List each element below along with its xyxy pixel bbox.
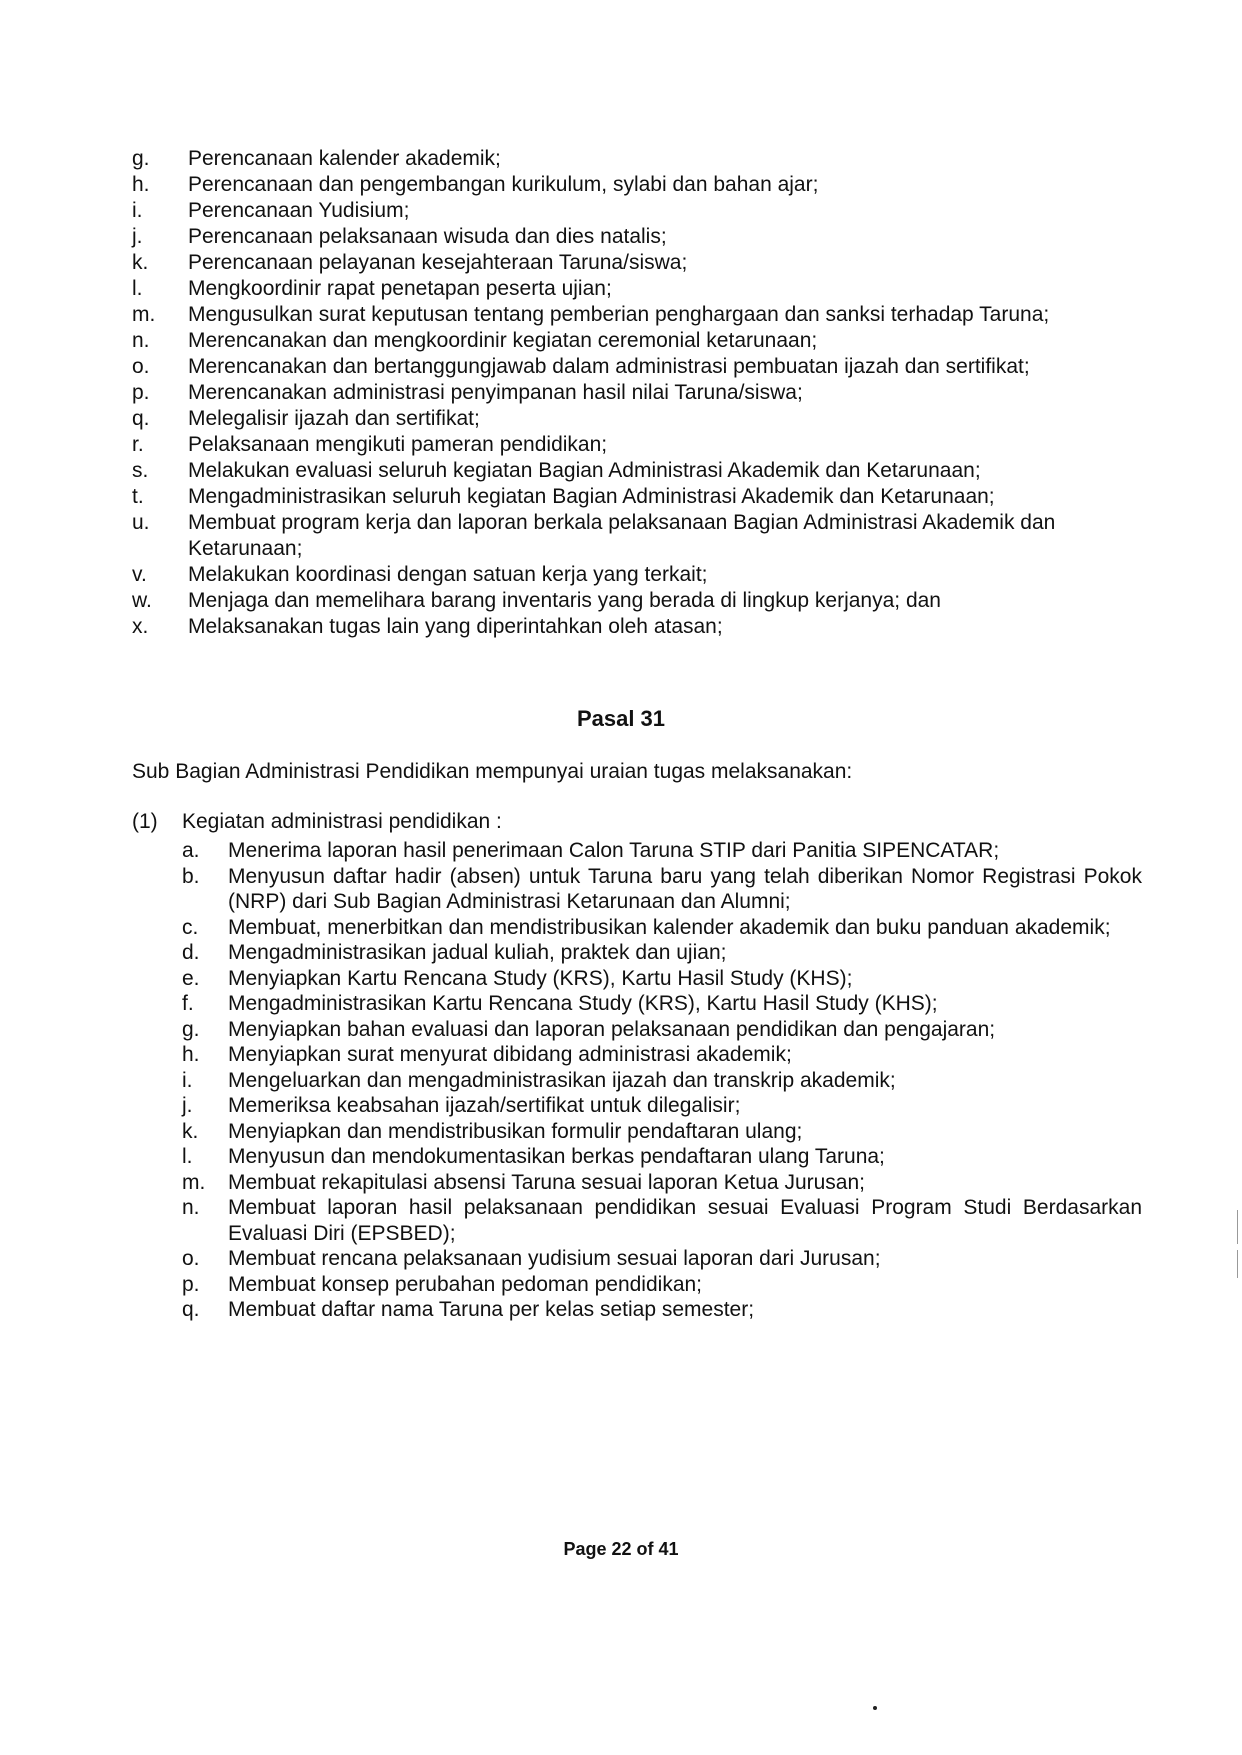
- list-item: [132, 146, 1142, 172]
- list-item-text: Membuat konsep perubahan pedoman pendidikan;: [228, 1272, 703, 1296]
- list-item-marker: v.: [132, 563, 147, 586]
- list-item: [132, 510, 1142, 562]
- list-item-marker: t.: [132, 485, 144, 508]
- list-item-text: Menyiapkan bahan evaluasi dan laporan pelaksanaan pendidikan dan pengajaran;: [228, 1017, 996, 1041]
- list-item-marker: n.: [132, 329, 150, 352]
- list-item-text: Perencanaan dan pengembangan kurikulum, sylabi dan bahan ajar;: [188, 173, 819, 196]
- list-item-marker: g.: [182, 1017, 200, 1041]
- list-item-text: Mengadministrasikan seluruh kegiatan Bagian Administrasi Akademik dan Ketarunaan;: [188, 485, 995, 508]
- list-item-text: Menyiapkan dan mendistribusikan formulir pendaftaran ulang;: [228, 1119, 803, 1143]
- list-item-marker: m.: [182, 1170, 206, 1194]
- list-item: [182, 940, 1142, 966]
- list-item: [182, 1297, 1142, 1323]
- section-number: (1): [132, 810, 158, 833]
- scan-edge-mark: [1237, 1210, 1238, 1244]
- list-item-text: Menerima laporan hasil penerimaan Calon Taruna STIP dari Panitia SIPENCATAR;: [228, 839, 1000, 862]
- list-item: [182, 1093, 1142, 1119]
- list-item: [132, 380, 1142, 406]
- list-item-text: Pelaksanaan mengikuti pameran pendidikan;: [188, 433, 608, 456]
- list-item-text: Menyusun dan mendokumentasikan berkas pendaftaran ulang Taruna;: [228, 1145, 885, 1168]
- list-item-marker: c.: [182, 915, 199, 939]
- list-item-text: Menyiapkan surat menyurat dibidang administrasi akademik;: [228, 1043, 792, 1066]
- list-item: [182, 864, 1142, 915]
- list-item-text: Membuat daftar nama Taruna per kelas setiap semester;: [228, 1298, 755, 1321]
- list-item-marker: a.: [182, 839, 200, 862]
- list-item: [132, 354, 1142, 380]
- list-item-marker: j.: [182, 1094, 193, 1117]
- list-item: [182, 1170, 1142, 1196]
- list-item-text: Mengkoordinir rapat penetapan peserta ujian;: [188, 277, 612, 300]
- list-item-marker: u.: [132, 511, 150, 534]
- list-item: [132, 484, 1142, 510]
- list-item: [182, 1017, 1142, 1043]
- list-item: [132, 328, 1142, 354]
- list-item-text: Melegalisir ijazah dan sertifikat;: [188, 407, 480, 430]
- list-item-marker: e.: [182, 966, 200, 990]
- list-item-text: Mengadministrasikan Kartu Rencana Study (KRS), Kartu Hasil Study (KHS);: [228, 992, 938, 1015]
- list-item-text: Membuat rekapitulasi absensi Taruna sesuai laporan Ketua Jurusan;: [228, 1170, 865, 1194]
- list-item-marker: w.: [132, 589, 152, 612]
- list-item-text: Merencanakan administrasi penyimpanan hasil nilai Taruna/siswa;: [188, 381, 803, 404]
- list-item-text: Membuat rencana pelaksanaan yudisium sesuai laporan dari Jurusan;: [228, 1247, 881, 1270]
- list-item-marker: b.: [182, 864, 200, 888]
- list-item: [132, 614, 1142, 640]
- list-item-marker: p.: [182, 1272, 200, 1296]
- list-item-text: Membuat program kerja dan laporan berkala pelaksanaan Bagian Administrasi Akademik dan Ketarunaan;: [188, 511, 1056, 560]
- scan-edge-mark: [1237, 1250, 1238, 1278]
- list-item-marker: l.: [182, 1145, 193, 1168]
- list-item: [132, 406, 1142, 432]
- list-item-marker: k.: [132, 251, 149, 274]
- list-item-text: Melakukan evaluasi seluruh kegiatan Bagian Administrasi Akademik dan Ketarunaan;: [188, 459, 981, 482]
- list-item-marker: q.: [182, 1298, 200, 1321]
- list-item-marker: x.: [132, 615, 149, 638]
- scan-speck: [873, 1706, 877, 1710]
- list-item-text: Memeriksa keabsahan ijazah/sertifikat untuk dilegalisir;: [228, 1094, 741, 1117]
- section-heading: [132, 808, 1142, 836]
- list-item-text: Perencanaan pelaksanaan wisuda dan dies natalis;: [188, 225, 667, 248]
- list-item: [182, 1042, 1142, 1068]
- list-item-text: Mengeluarkan dan mengadministrasikan ijazah dan transkrip akademik;: [228, 1068, 896, 1092]
- list-item: [132, 250, 1142, 276]
- list-item-marker: n.: [182, 1196, 200, 1219]
- list-item-text: Merencanakan dan bertanggungjawab dalam administrasi pembuatan ijazah dan sertifikat;: [188, 355, 1030, 378]
- list-item: [182, 1195, 1142, 1246]
- list-item-marker: d.: [182, 941, 200, 964]
- list-item-text: Membuat laporan hasil pelaksanaan pendidikan sesuai Evaluasi Program Studi Berdasarkan Evaluasi Diri (EPSBED);: [228, 1196, 1142, 1245]
- page-number: Page 22 of 41: [563, 1539, 679, 1559]
- list-item-text: Menjaga dan memelihara barang inventaris yang berada di lingkup kerjanya; dan: [188, 589, 941, 612]
- list-item-text: Perencanaan Yudisium;: [188, 199, 410, 222]
- list-item-text: Perencanaan pelayanan kesejahteraan Taruna/siswa;: [188, 251, 688, 274]
- list-item: [182, 1144, 1142, 1170]
- list-item-marker: s.: [132, 459, 149, 482]
- list-item-marker: o.: [182, 1247, 200, 1270]
- list-item-text: Menyiapkan Kartu Rencana Study (KRS), Kartu Hasil Study (KHS);: [228, 966, 853, 990]
- list-item-text: Perencanaan kalender akademik;: [188, 147, 501, 170]
- list-item: [132, 302, 1142, 328]
- list-item: [132, 432, 1142, 458]
- list-item-text: Menyusun daftar hadir (absen) untuk Taruna baru yang telah diberikan Nomor Registrasi Pokok (NRP) dari Sub Bagian Administrasi Ketarunaan dan Alumni;: [228, 864, 1142, 913]
- list-item: [132, 276, 1142, 302]
- list-item-marker: l.: [132, 277, 143, 300]
- duty-list-continued: [132, 146, 1142, 640]
- article-intro: Sub Bagian Administrasi Pendidikan mempunyai uraian tugas melaksanakan:: [132, 760, 853, 783]
- list-item: [182, 1119, 1142, 1145]
- list-item: [132, 224, 1142, 250]
- list-item: [182, 991, 1142, 1017]
- list-item-marker: i.: [132, 199, 143, 222]
- list-item-marker: h.: [132, 173, 150, 196]
- list-item: [182, 1272, 1142, 1298]
- list-item-text: Mengadministrasikan jadual kuliah, praktek dan ujian;: [228, 941, 727, 964]
- list-item: [132, 562, 1142, 588]
- list-item: [182, 915, 1142, 941]
- list-item: [182, 966, 1142, 992]
- list-item: [182, 1246, 1142, 1272]
- article-heading: Pasal 31: [576, 706, 666, 731]
- list-item-marker: j.: [132, 225, 143, 248]
- list-item-marker: m.: [132, 303, 156, 326]
- list-item: [132, 588, 1142, 614]
- list-item-marker: h.: [182, 1043, 200, 1066]
- list-item: [132, 172, 1142, 198]
- list-item-marker: g.: [132, 147, 150, 170]
- list-item-marker: o.: [132, 355, 150, 378]
- list-item: [132, 198, 1142, 224]
- list-item: [132, 458, 1142, 484]
- list-item-marker: r.: [132, 433, 144, 456]
- list-item-text: Melaksanakan tugas lain yang diperintahkan oleh atasan;: [188, 615, 723, 638]
- section-title: Kegiatan administrasi pendidikan :: [182, 810, 502, 833]
- list-item-marker: p.: [132, 381, 150, 404]
- list-item: [182, 1068, 1142, 1094]
- list-item-text: Mengusulkan surat keputusan tentang pemberian penghargaan dan sanksi terhadap Taruna;: [188, 303, 1050, 326]
- list-item-marker: q.: [132, 407, 150, 430]
- list-item-marker: f.: [182, 992, 194, 1015]
- education-admin-duty-list: [182, 838, 1142, 1323]
- list-item-text: Merencanakan dan mengkoordinir kegiatan ceremonial ketarunaan;: [188, 329, 818, 352]
- list-item-marker: i.: [182, 1068, 193, 1092]
- list-item-text: Melakukan koordinasi dengan satuan kerja yang terkait;: [188, 563, 708, 586]
- list-item: [182, 838, 1142, 864]
- list-item-text: Membuat, menerbitkan dan mendistribusikan kalender akademik dan buku panduan akademik;: [228, 915, 1111, 939]
- list-item-marker: k.: [182, 1119, 199, 1143]
